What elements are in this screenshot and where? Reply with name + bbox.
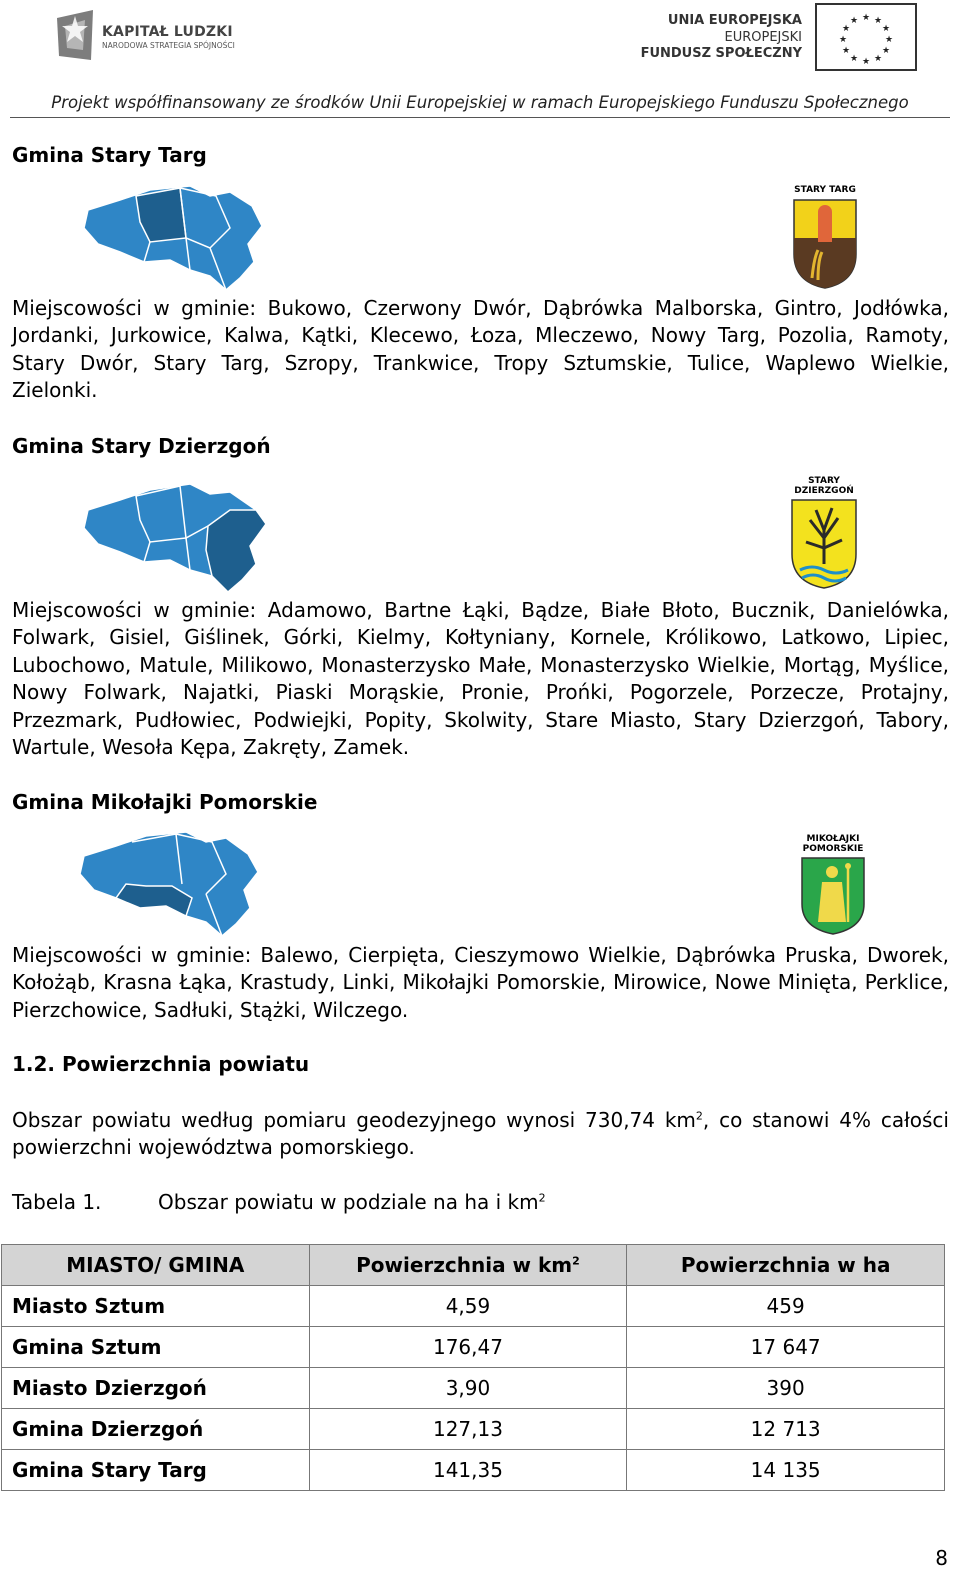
coa-mikolajki <box>800 856 866 936</box>
villages-stary-targ: Miejscowości w gminie: Bukowo, Czerwony Dwór, Dąbrówka Malborska, Gintro, Jodłówka, Jordanki, Jurkowice, Kalwa, Kątki, Klecewo, Łoza, Mleczewo, Nowy Targ, Pozolia, Ramoty, Stary Dwór, Stary Targ, Szropy, Trankwice, Tropy Sztumskie, Tulice, Waplewo Wielkie, Zielonki. <box>12 296 949 403</box>
ue-line-3: FUNDUSZ SPOŁECZNY <box>640 46 802 61</box>
table-row <box>2 1450 945 1491</box>
header-col-km2 <box>309 1245 627 1286</box>
kapital-ludzki-subtitle: NARODOWA STRATEGIA SPÓJNOŚCI <box>102 41 235 50</box>
area-table <box>1 1244 945 1491</box>
svg-text:★: ★ <box>849 16 859 26</box>
kapital-ludzki-logo <box>55 6 95 64</box>
coa-label-stary-dzierzgon-1: STARY <box>808 476 840 486</box>
row-name: Miasto Sztum <box>2 1286 310 1327</box>
row-ha: 459 <box>627 1286 945 1327</box>
table-caption-text <box>158 1190 546 1214</box>
map-mikolajki <box>76 828 262 938</box>
svg-text:★: ★ <box>861 57 871 67</box>
svg-text:★: ★ <box>884 35 894 45</box>
coa-label-mikolajki-2: POMORSKIE <box>802 844 864 854</box>
table-row <box>2 1368 945 1409</box>
row-name: Gmina Dzierzgoń <box>2 1409 310 1450</box>
row-km2: 4,59 <box>309 1286 627 1327</box>
row-ha: 17 647 <box>627 1327 945 1368</box>
header-col-ha: Powierzchnia w ha <box>627 1245 945 1286</box>
svg-text:★: ★ <box>841 24 851 34</box>
header-divider <box>10 117 950 118</box>
svg-text:★: ★ <box>873 16 883 26</box>
row-km2: 141,35 <box>309 1450 627 1491</box>
eu-flag <box>815 3 917 71</box>
header-col-km2-text: Powierzchnia w km <box>356 1253 573 1277</box>
table-row <box>2 1409 945 1450</box>
area-paragraph <box>12 1107 949 1162</box>
section-title-mikolajki: Gmina Mikołajki Pomorskie <box>12 790 318 814</box>
row-ha: 14 135 <box>627 1450 945 1491</box>
table-row <box>2 1327 945 1368</box>
row-ha: 390 <box>627 1368 945 1409</box>
svg-text:★: ★ <box>838 35 848 45</box>
table-caption-main: Obszar powiatu w podziale na ha i km <box>158 1190 539 1214</box>
project-tagline: Projekt współfinansowany ze środków Unii Europejskiej w ramach Europejskiego Funduszu Społecznego <box>51 93 909 112</box>
svg-text:★: ★ <box>841 46 851 56</box>
section-title-stary-dzierzgon: Gmina Stary Dzierzgoń <box>12 434 271 458</box>
row-km2: 176,47 <box>309 1327 627 1368</box>
kapital-ludzki-title: KAPITAŁ LUDZKI <box>102 24 233 40</box>
coa-label-mikolajki-1: MIKOŁAJKI <box>806 834 860 844</box>
area-sup: 2 <box>695 1109 703 1123</box>
ue-line-2: EUROPEJSKI <box>724 30 802 45</box>
kapital-ludzki-icon <box>55 6 95 64</box>
page-number: 8 <box>935 1546 948 1570</box>
ue-line-1: UNIA EUROPEJSKA <box>667 13 802 28</box>
section-title-area: 1.2. Powierzchnia powiatu <box>12 1052 310 1076</box>
section-title-stary-targ: Gmina Stary Targ <box>12 143 207 167</box>
svg-text:★: ★ <box>881 24 891 34</box>
row-name: Miasto Dzierzgoń <box>2 1368 310 1409</box>
table-header-row <box>2 1245 945 1286</box>
table-caption-label: Tabela 1. <box>12 1190 102 1214</box>
svg-text:★: ★ <box>873 54 883 64</box>
header-col-name: MIASTO/ GMINA <box>2 1245 310 1286</box>
coa-label-stary-targ: STARY TARG <box>794 185 856 195</box>
svg-text:★: ★ <box>881 46 891 56</box>
row-ha: 12 713 <box>627 1409 945 1450</box>
area-text-1: Obszar powiatu według pomiaru geodezyjnego wynosi 730,74 km <box>12 1108 696 1132</box>
row-km2: 3,90 <box>309 1368 627 1409</box>
table-caption-sup: 2 <box>538 1191 546 1205</box>
coa-stary-targ <box>792 198 858 290</box>
eu-stars-icon <box>815 3 917 71</box>
row-name: Gmina Stary Targ <box>2 1450 310 1491</box>
area-text-2: , co stanowi 4% całości powierzchni województwa pomorskiego. <box>12 1108 949 1160</box>
svg-text:★: ★ <box>861 13 871 23</box>
header-col-km2-sup: 2 <box>572 1254 580 1268</box>
map-stary-dzierzgon <box>80 480 270 594</box>
map-stary-targ <box>80 182 266 292</box>
row-name: Gmina Sztum <box>2 1327 310 1368</box>
villages-mikolajki: Miejscowości w gminie: Balewo, Cierpięta, Cieszymowo Wielkie, Dąbrówka Pruska, Dworek, Kołożąb, Krasna Łąka, Krastudy, Linki, Mikołajki Pomorskie, Mirowice, Nowe Minięta, Perklice, Pierzchowice, Sadłuki, Stążki, Wilczego. <box>12 943 949 1022</box>
coa-label-stary-dzierzgon-2: DZIERZGOŃ <box>794 486 854 496</box>
row-km2: 127,13 <box>309 1409 627 1450</box>
svg-text:★: ★ <box>849 54 859 64</box>
coa-stary-dzierzgon <box>790 498 858 590</box>
table-row <box>2 1286 945 1327</box>
villages-stary-dzierzgon: Miejscowości w gminie: Adamowo, Bartne Łąki, Bądze, Białe Błoto, Bucznik, Danielówka, Folwark, Gisiel, Giślinek, Górki, Kielmy, Kołtyniany, Kornele, Królikowo, Latkowo, Lipiec, Lubochowo, Matule, Milikowo, Monasterzysko Małe, Monasterzysko Wielkie, Mortąg, Myślice, Nowy Folwark, Najatki, Piaski Morąskie, Pronie, Prońki, Pogorzele, Porzecze, Protajny, Przezmark, Pudłowiec, Podwiejki, Popity, Skolwity, Stare Miasto, Stary Dzierzgoń, Tabory, Wartule, Wesoła Kępa, Zakręty, Zamek. <box>12 598 949 760</box>
